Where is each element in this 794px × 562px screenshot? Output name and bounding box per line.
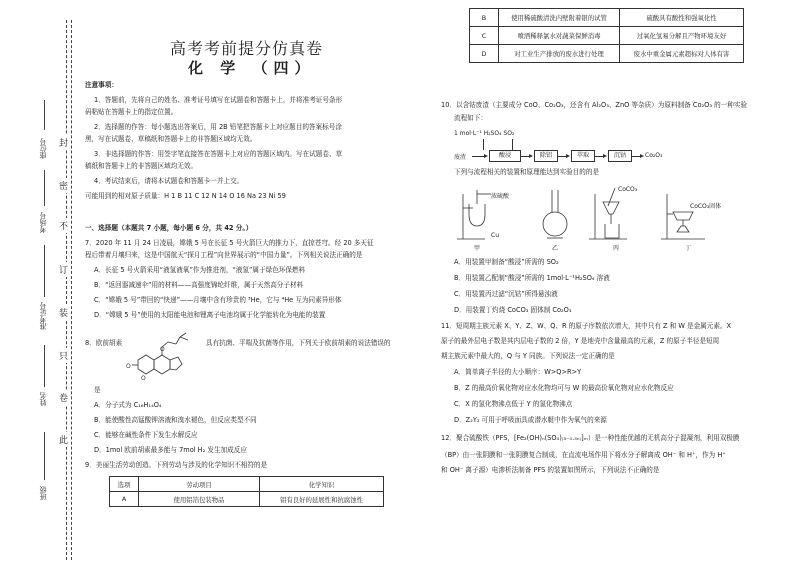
flow-step-precipitate: 沉钴: [608, 150, 632, 162]
svg-text:O: O: [141, 375, 146, 382]
q10-reagents: 1 mol·L⁻¹ H₂SO₄ SO₂: [454, 130, 515, 137]
flow-step-extract: 萃取: [571, 150, 595, 162]
q11-stem: 11．短周期主族元素 X、Y、Z、W、Q、R 的原子序数依次增大，其中只有 Z 和 W 是金属元素。X: [441, 322, 732, 330]
svg-text:O: O: [160, 346, 165, 353]
apparatus-label-b: 乙: [552, 245, 559, 252]
fill-line: [44, 345, 45, 387]
q8-option-b: B．能使酸性高锰酸钾溶液和溴水褪色，但反应类型不同: [94, 416, 257, 424]
fill-line: [44, 432, 45, 480]
name-label: 姓名: [39, 392, 47, 406]
q9-header-labor: 劳动项目: [139, 477, 260, 492]
q9-cell: 使用铝箔包装物品: [139, 492, 260, 507]
q11-stem: 原子的最外层电子数是其内层电子数的 2 倍，Y 是地壳中含量最高的元素，Z 的原子半径是短周: [441, 337, 720, 345]
q9-table-continued: [469, 8, 744, 63]
q7-option-c: C．“嫦娥 5 号”带回的“快递”——月壤中含有珍贵的 ³He，它与 ⁴He 互为同素异形体: [94, 296, 342, 304]
q10-option-c: C．用装置丙过滤“沉钴”所得悬浊液: [454, 290, 558, 298]
exam-room-label: 考场号: [39, 212, 47, 233]
q9-header-option: 选项: [110, 477, 139, 492]
notice-heading: 注意事项：: [85, 81, 118, 89]
page-subtitle: 化 学 （四）: [188, 59, 316, 77]
seal-char: 此: [59, 432, 68, 447]
seal-char: 只: [59, 348, 68, 363]
q11-stem: 期主族元素中最大的，Q 与 Y 同族。下列说法一定正确的是: [441, 352, 615, 360]
class-label: 班级: [39, 486, 47, 500]
q9-cell: A: [110, 492, 139, 507]
q9-stem: 9．美丽生活劳动创造。下列劳动与涉及的化学知识不相符的是: [85, 461, 268, 469]
q8-option-c: C．能够在碱性条件下发生水解反应: [94, 431, 198, 439]
seal-char: 卷: [59, 390, 68, 405]
q12-stem: （BP）由一张阴膜和一张阴膜复合制成，在直流电场作用下将水分子解离成 OH⁻ 和 H⁺，作为 H⁺: [441, 451, 726, 459]
q10-stem: 10．以含钴废渣（主要成分 CoO、Co₂O₃，还含有 Al₂O₃、ZnO 等杂质）为原料制备 Co₂O₃ 的一种实验: [441, 101, 748, 109]
atomic-mass-line: 可能用到的相对原子质量：H 1 B 11 C 12 N 14 O 16 Na 23 Ni 59: [85, 192, 286, 200]
flow-arrow: [594, 156, 605, 157]
section-heading: 一、选择题（本题共 7 小题，每小题 6 分，共 42 分。）: [85, 224, 253, 232]
seal-char: 装: [59, 305, 68, 320]
apparatus-label-d: 丁: [685, 245, 692, 252]
apparatus-text: CoCO₃固体: [690, 203, 722, 210]
seat-number-label: 座位号: [39, 138, 47, 159]
q8-stem: 8．欧前胡素: [85, 339, 123, 347]
q7-option-b: B．“返回器减速伞”用的材料——高强度锦纶纤维，属于天然高分子材料: [94, 281, 304, 289]
q12-stem: 和 OH⁻ 离子源）电渗析法制备 PFS 的装置如图所示，下列说法不正确的是: [441, 466, 660, 474]
apparatus-text: 浓硫酸: [491, 193, 510, 200]
q10-option-a: A．用装置甲制备“酸浸”所需的 SO₂: [454, 258, 559, 266]
q10-option-d: D．用装置丁灼烧 CoCO₃ 固体制 Co₂O₃: [454, 306, 572, 314]
q9-cell: 过氧化氢易分解且产物环境友好: [620, 27, 744, 45]
binding-dashed-line: [66, 20, 67, 560]
flow-arrow: [472, 156, 486, 157]
q9-table: [109, 476, 384, 507]
q9-cell: C: [470, 27, 499, 45]
apparatus-label-a: 甲: [474, 245, 481, 252]
seal-char: 不: [59, 218, 68, 233]
flow-step-remove-al: 除铝: [534, 150, 558, 162]
q9-cell: B: [470, 9, 499, 27]
seal-char: 订: [59, 262, 68, 277]
apparatus-label-c: 丙: [613, 245, 620, 252]
svg-text:O: O: [126, 363, 131, 370]
notice-line: 2．选择题的作答：每小题选出答案后，用 2B 铅笔把答题卡上对应题目的答案标号涂: [94, 123, 342, 131]
molecule-structure-icon: [124, 330, 206, 386]
q7-option-a: A．长征 5 号火箭采用“液氢液氧”作为推进剂，“液氢”属于绿色环保燃料: [94, 266, 306, 274]
q11-option-a: A．简单离子半径的大小顺序：W>Q>R>Y: [454, 368, 582, 376]
seal-char: 封: [59, 135, 68, 150]
q9-cell: 对工业生产排放的废水进行处理: [499, 45, 620, 63]
fill-line: [44, 170, 45, 206]
q10-option-b: B．用装置乙配制“酸浸”所需的 1mol·L⁻¹H₂SO₄ 溶液: [454, 274, 610, 282]
q7-stem: 7．2020 年 11 月 24 日凌晨，嫦娥 5 号在长征 5 号火箭巨大的推力下，直掠苍穹。经 20 多天征: [85, 239, 374, 247]
q9-header-knowledge: 化学知识: [260, 477, 384, 492]
flow-start: 废渣: [454, 154, 467, 161]
q11-option-b: B．Z 的最高价氧化物对应水化物均可与 W 的最高价氧化物对应水化物反应: [454, 384, 674, 392]
q11-option-c: C．X 的氢化物沸点低于 Y 的氢化物沸点: [454, 400, 573, 408]
reagent-arrow: [483, 139, 484, 150]
notice-line: 1．答题前，先将自己的姓名、准考证号填写在试题卷和答题卡上，并将准考证号条形: [94, 96, 343, 104]
notice-line: 4．考试结束后，请将本试题卷和答题卡一并上交。: [94, 177, 244, 185]
q8-stem: 具有抗菌、平喘及抗菌等作用，下列关于欧前胡素的说法错误的: [206, 339, 391, 347]
q9-cell: 废水中重金属元素超标对人体有害: [620, 45, 744, 63]
seal-char: 密: [59, 178, 68, 193]
fill-line: [44, 245, 45, 297]
notice-line: 黑，写在试题卷、草稿纸和答题卡上的非答题区域均无效。: [85, 135, 257, 143]
q10-substem: 下列与流程相关的装置和原理能达到实验目的的是: [454, 168, 600, 176]
q7-stem: 程后带着月壤归来，这是中国航天“探月工程”向世界展示的“中国力量”。下列相关说法正确的是: [85, 251, 363, 259]
notice-line: 3．非选择题的作答：用签字笔直接答在答题卡上对应的答题区域内。写在试题卷、草: [94, 150, 343, 158]
q9-cell: 硫酸具有酸性和强氧化性: [620, 9, 744, 27]
q11-option-d: D．Z₂Y₂ 可用于呼吸面具或潜水艇中作为氧气的来源: [454, 416, 607, 424]
q8-stem-tail: 是: [94, 386, 101, 394]
q7-option-d: D．“嫦娥 5 号”使用的太阳能电池和锂离子电池均属于化学能转化为电能的装置: [94, 311, 326, 319]
notice-line: 稿纸和答题卡上的非答题区域均无效。: [85, 162, 198, 170]
binding-dashed-line: [71, 20, 72, 560]
apparatus-text: CoCO₃: [618, 186, 638, 193]
flow-product: Co₂O₃: [645, 152, 663, 159]
q12-stem: 12．聚合硫酸铁（PFS，[Fe₂(OH)ₙ(SO₄)₍₃₋₀.₅ₙ₎]ₘ）是一种性能优越的无机高分子混凝剂，利用双极膜: [441, 434, 740, 442]
page-title: 高考考前提分仿真卷: [170, 39, 324, 58]
q8-option-a: A．分子式为 C₁₆H₁₄O₄: [94, 401, 162, 409]
q9-cell: 铝有良好的延展性和抗腐蚀性: [260, 492, 384, 507]
q9-cell: D: [470, 45, 499, 63]
apparatus-text: Cu: [491, 232, 499, 239]
q8-option-d: D．1mol 欧前胡素最多能与 7mol H₂ 发生加成反应: [94, 446, 247, 454]
notice-line: 码粘贴在答题卡上的指定位置。: [85, 108, 178, 116]
q10-stem: 流程如下：: [454, 114, 487, 122]
reagent-arrow: [512, 139, 513, 150]
fill-line: [44, 100, 45, 130]
flow-arrow: [520, 156, 531, 157]
q9-cell: 使用稀硫酸清洗内壁附着银的试管: [499, 9, 620, 27]
q9-cell: 喷洒稀释氯水对蔬菜保鲜消毒: [499, 27, 620, 45]
admission-number-label: 准考证号: [39, 302, 47, 330]
flow-arrow: [631, 156, 642, 157]
flow-step-acid-leach: 酸浸: [489, 150, 521, 162]
flow-arrow: [557, 156, 568, 157]
